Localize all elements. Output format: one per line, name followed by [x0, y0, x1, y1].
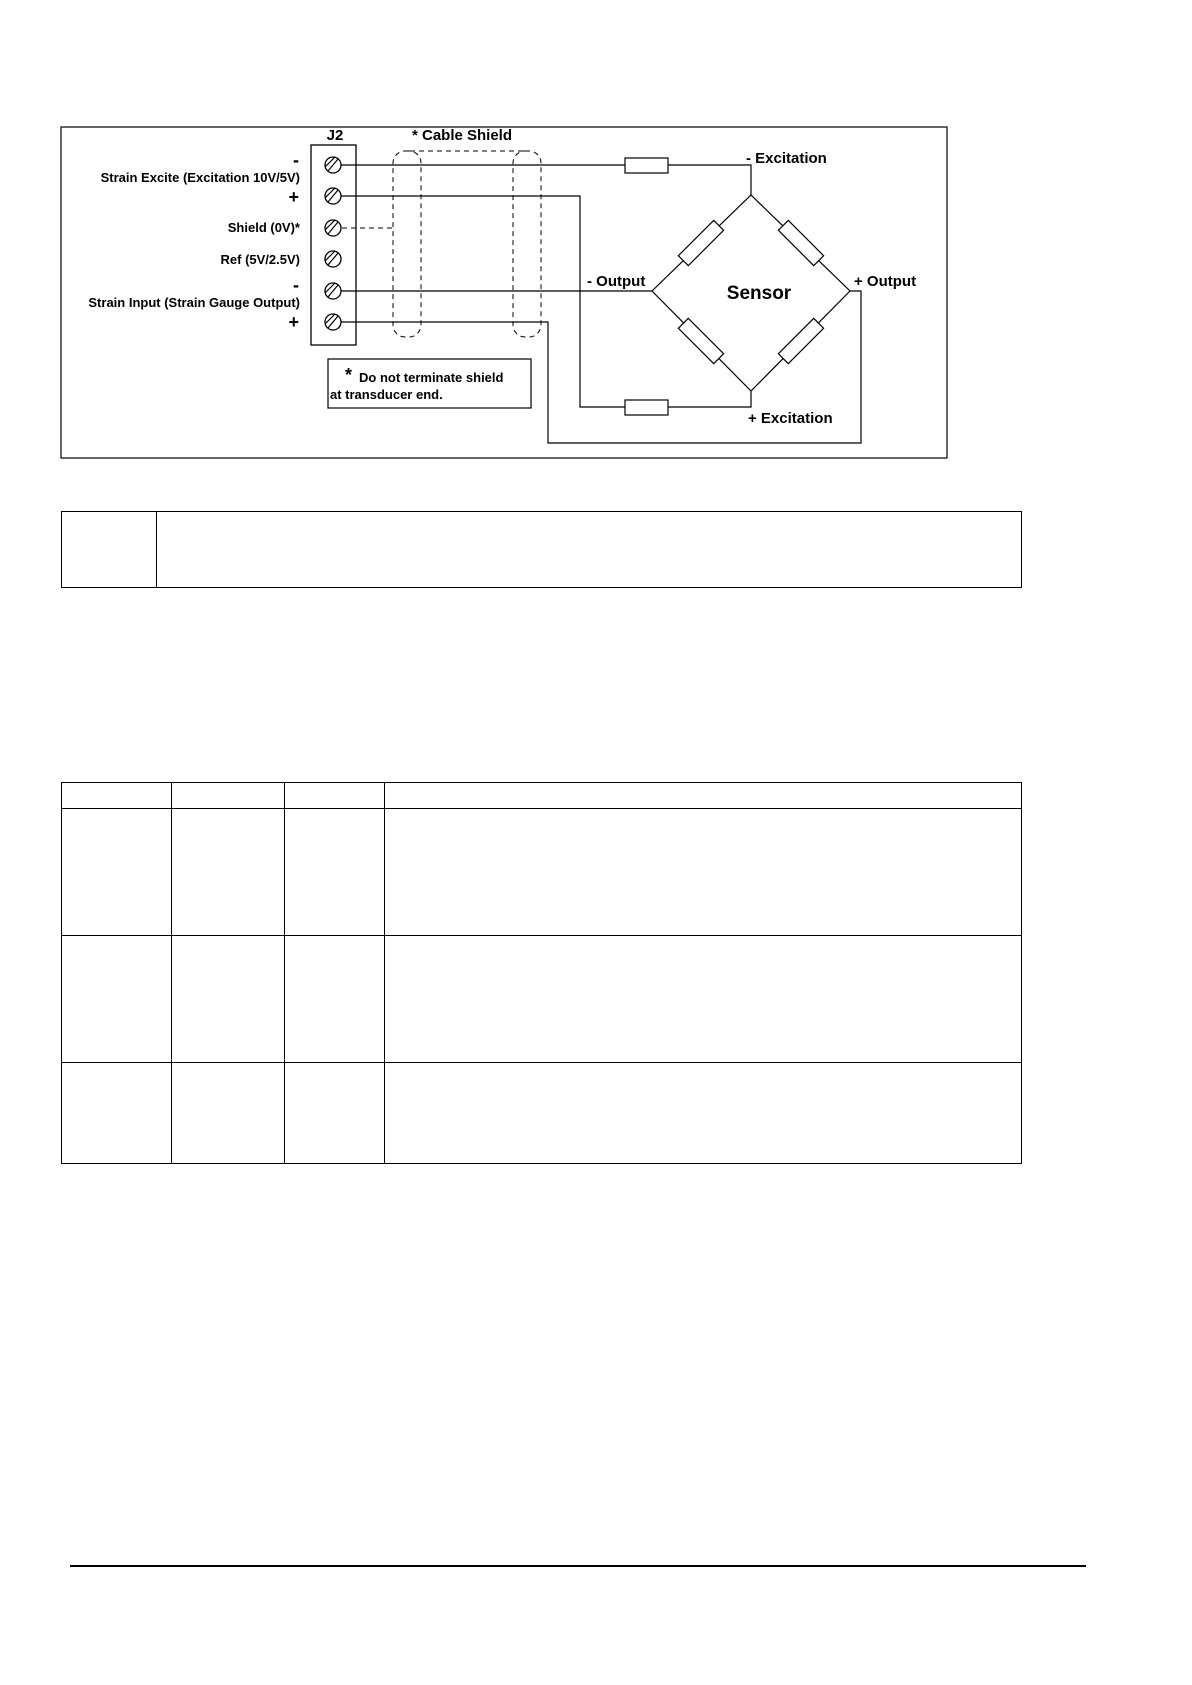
- pos-output-label: + Output: [854, 273, 917, 290]
- terminal-screw-6: [325, 314, 341, 330]
- sensor-label: Sensor: [726, 283, 792, 304]
- terminal-screw-2: [325, 188, 341, 204]
- terminal-6-label: Strain Input (Strain Gauge Output): [88, 295, 300, 310]
- neg-excitation-label: - Excitation: [746, 150, 827, 167]
- cable-shield-label: * Cable Shield: [411, 127, 513, 144]
- table-cell: [285, 1063, 385, 1164]
- table-cell: [285, 809, 385, 936]
- table-cell: [385, 936, 1022, 1063]
- table-header-row: [62, 783, 1022, 809]
- table-header-cell: [172, 783, 285, 809]
- table-cell: [172, 809, 285, 936]
- table-header-cell: [285, 783, 385, 809]
- strain-gauge-wiring-diagram: [0, 0, 1192, 470]
- wire-neg-excitation-to-bridge: [668, 165, 751, 195]
- terminal-4-label: Ref (5V/2.5V): [220, 252, 300, 267]
- pos-excitation-label: + Excitation: [748, 410, 833, 427]
- terminal-5-sign: -: [293, 275, 299, 295]
- terminal-1-sign: -: [293, 150, 299, 170]
- table-cell: [285, 936, 385, 1063]
- shield-note-line2: at transducer end.: [330, 387, 443, 402]
- note-row: [62, 512, 1022, 588]
- resistor-neg-excitation: [625, 158, 668, 173]
- terminal-screw-3: [325, 220, 341, 236]
- neg-output-label: - Output: [587, 273, 646, 290]
- terminal-1-label: Strain Excite (Excitation 10V/5V): [100, 170, 300, 185]
- note-icon-cell: [62, 512, 157, 588]
- note-table: [61, 511, 1022, 588]
- terminal-screw-4: [325, 251, 341, 267]
- table-row: [62, 936, 1022, 1063]
- resistor-pos-excitation: [625, 400, 668, 415]
- table-cell: [62, 1063, 172, 1164]
- terminal-screw-5: [325, 283, 341, 299]
- terminal-3-label: Shield (0V)*: [227, 220, 300, 235]
- table-cell: [385, 809, 1022, 936]
- bridge-resistor-top-left: [678, 220, 723, 265]
- table-cell: [385, 1063, 1022, 1164]
- table-header-cell: [62, 783, 172, 809]
- cable-shield-right-loop: [513, 151, 541, 337]
- parameter-table: [61, 782, 1022, 1164]
- bridge-resistor-bottom-left: [678, 318, 723, 363]
- note-body-cell: [157, 512, 1022, 588]
- terminal-screw-1: [325, 157, 341, 173]
- wire-pos-excitation-to-bridge: [668, 391, 751, 407]
- table-row: [62, 809, 1022, 936]
- table-header-cell: [385, 783, 1022, 809]
- bridge-resistor-bottom-right: [778, 318, 823, 363]
- table-cell: [62, 936, 172, 1063]
- table-cell: [172, 1063, 285, 1164]
- shield-note-marker: *: [345, 365, 353, 385]
- footer-rule: [70, 1565, 1086, 1567]
- cable-shield-left-loop: [393, 151, 421, 337]
- table-row: [62, 1063, 1022, 1164]
- bridge-resistor-top-right: [778, 220, 823, 265]
- terminal-2-sign: +: [288, 187, 299, 207]
- connector-label: J2: [326, 127, 344, 144]
- shield-note-line1: Do not terminate shield: [359, 370, 504, 385]
- terminal-6-sign: +: [288, 312, 299, 332]
- table-cell: [172, 936, 285, 1063]
- table-cell: [62, 809, 172, 936]
